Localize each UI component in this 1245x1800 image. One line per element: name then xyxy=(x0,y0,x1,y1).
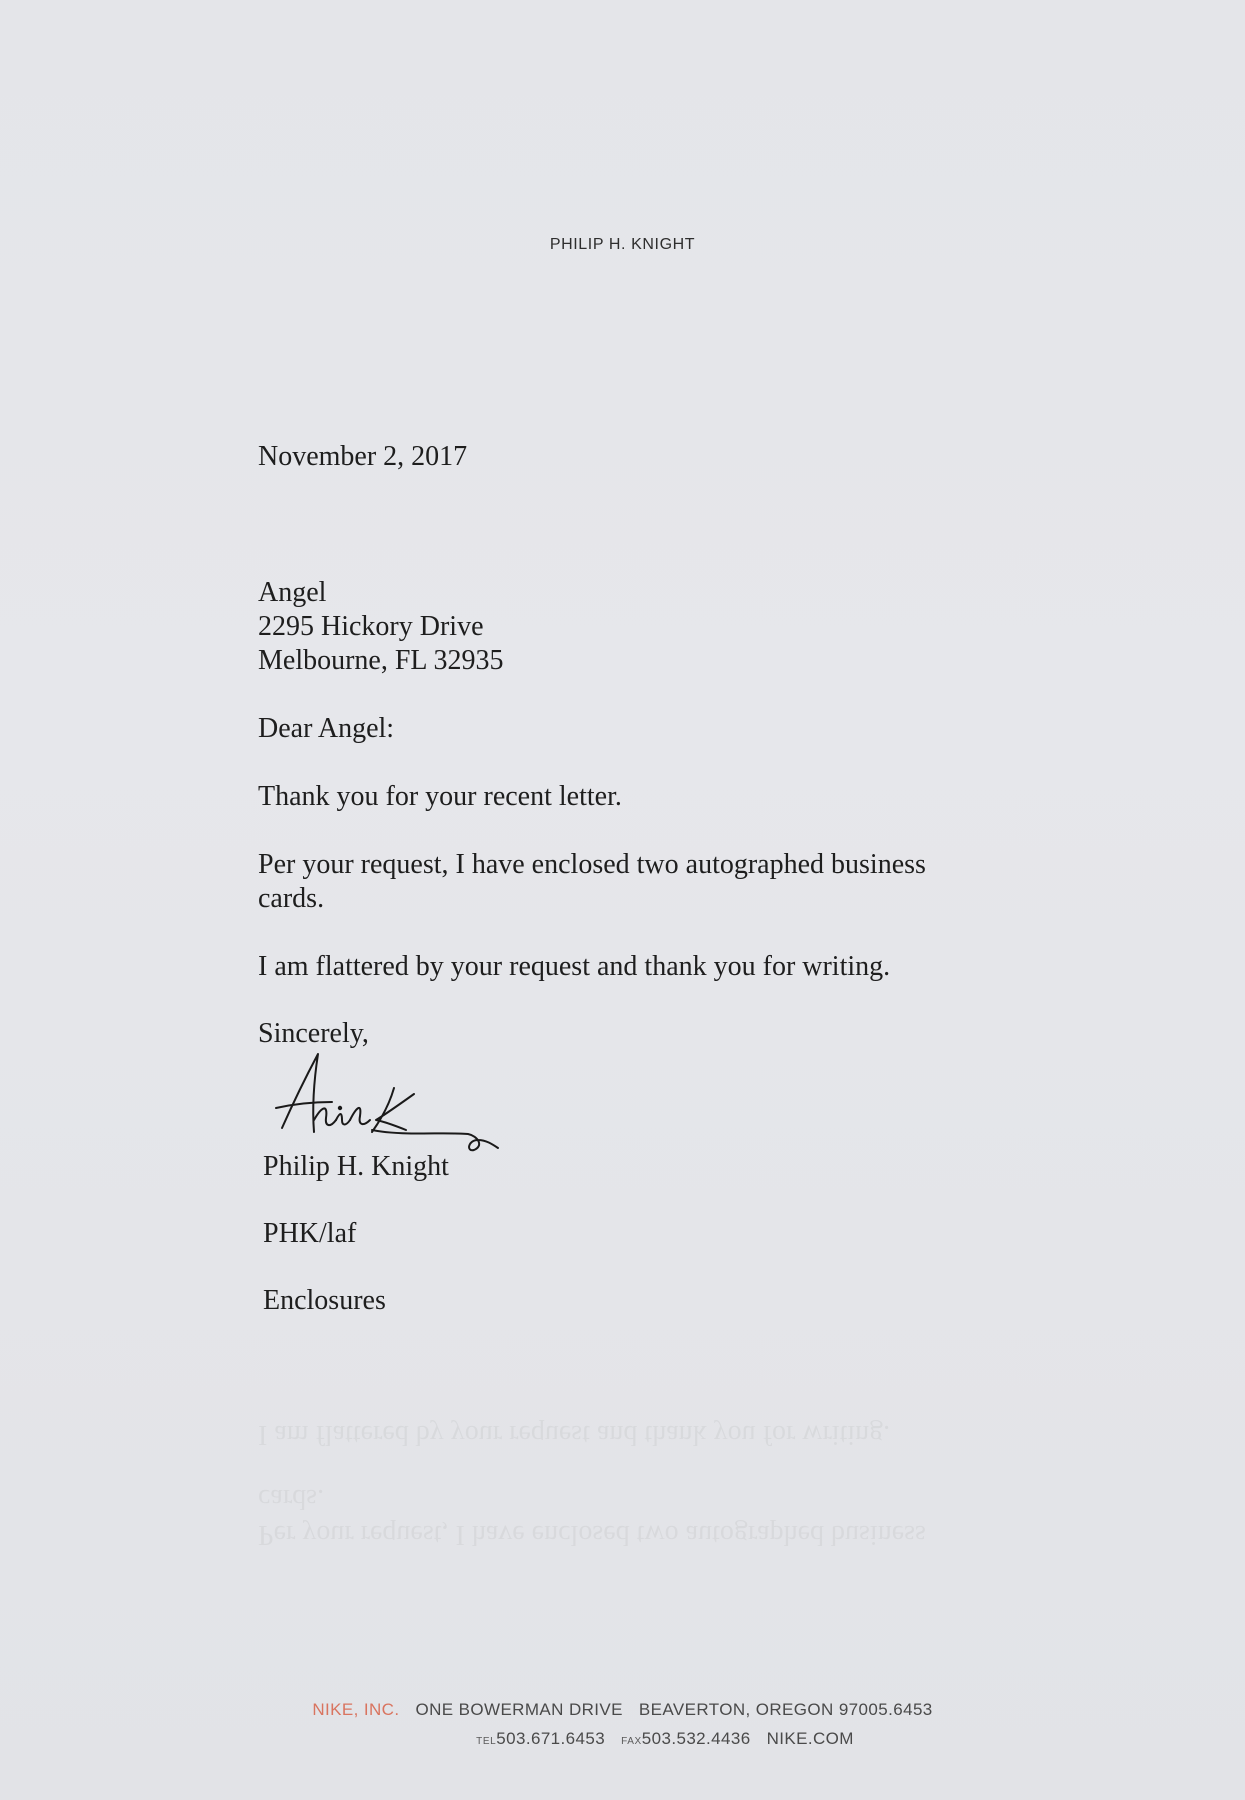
handwritten-signature xyxy=(272,1048,512,1158)
paragraph-2-line-1: Per your request, I have enclosed two autographed business xyxy=(258,849,926,880)
footer-city: BEAVERTON, OREGON 97005.6453 xyxy=(638,1700,933,1719)
enclosures-note: Enclosures xyxy=(263,1285,386,1316)
bleed-through-text: cards. xyxy=(258,1483,325,1514)
reference-initials: PHK/laf xyxy=(263,1218,357,1249)
footer-tel: 503.671.6453 xyxy=(496,1729,606,1748)
footer-contact-line xyxy=(0,1729,1245,1749)
closing: Sincerely, xyxy=(258,1018,369,1049)
signer-name: Philip H. Knight xyxy=(263,1151,449,1182)
footer-website: NIKE.COM xyxy=(766,1729,854,1748)
footer-company: NIKE, INC. xyxy=(312,1700,400,1719)
recipient-street: 2295 Hickory Drive xyxy=(258,611,484,642)
footer-address-line xyxy=(0,1700,1245,1720)
paragraph-2-line-2: cards. xyxy=(258,883,325,914)
letter-date: November 2, 2017 xyxy=(258,441,468,472)
footer-fax-label: FAX xyxy=(621,1736,642,1747)
paragraph-1: Thank you for your recent letter. xyxy=(258,781,622,812)
paragraph-3: I am flattered by your request and thank you for writing. xyxy=(258,951,891,982)
recipient-city: Melbourne, FL 32935 xyxy=(258,645,504,676)
footer-street: ONE BOWERMAN DRIVE xyxy=(415,1700,623,1719)
recipient-name: Angel xyxy=(258,577,327,608)
bleed-through-text: I am flattered by your request and thank you for writing. xyxy=(258,1419,891,1450)
letterhead-name: PHILIP H. KNIGHT xyxy=(549,236,696,253)
bleed-through-text: Per your request, I have enclosed two autographed business xyxy=(258,1519,926,1550)
salutation: Dear Angel: xyxy=(258,713,395,744)
footer-fax: 503.532.4436 xyxy=(641,1729,751,1748)
footer-tel-label: TEL xyxy=(476,1736,497,1747)
